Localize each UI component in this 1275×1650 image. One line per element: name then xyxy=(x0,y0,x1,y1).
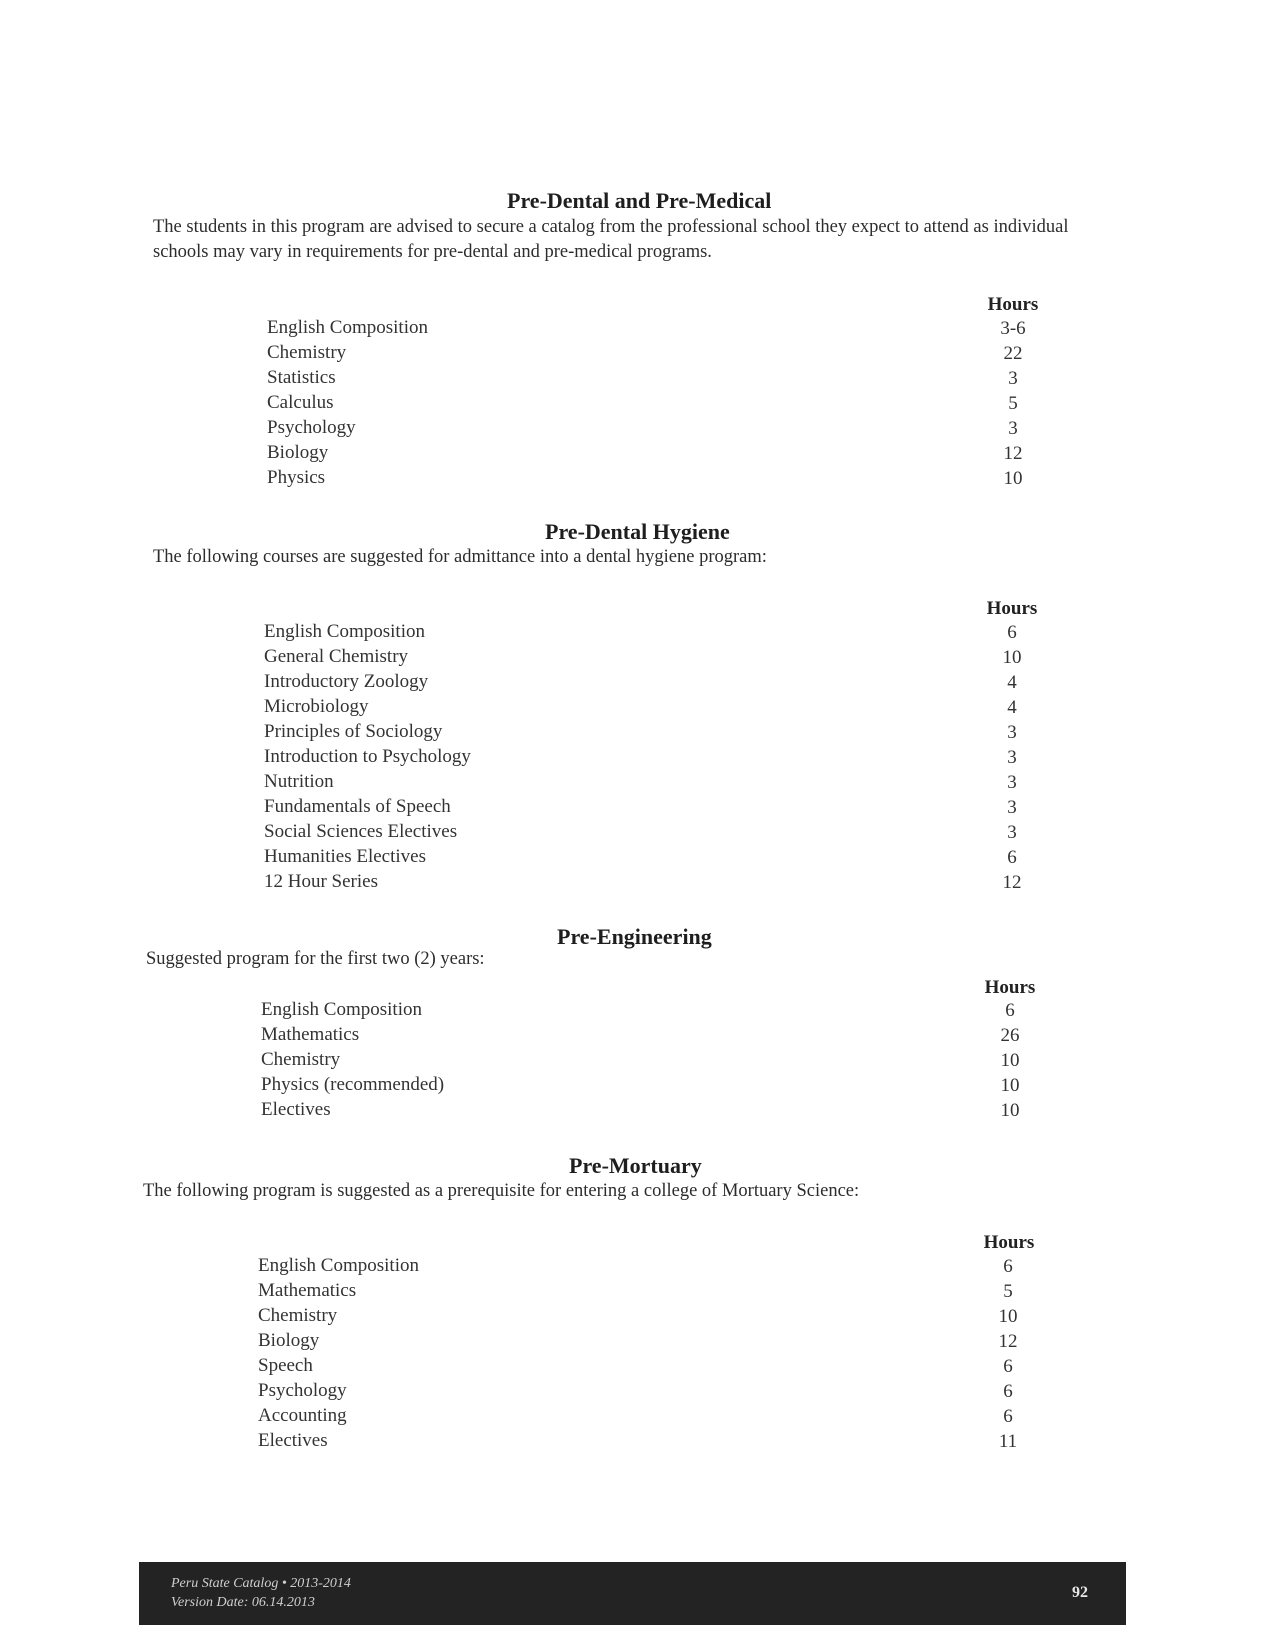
course-row xyxy=(264,619,1044,644)
course-list xyxy=(264,619,1044,894)
course-row xyxy=(267,465,1047,490)
course-row xyxy=(264,794,1044,819)
course-name: English Composition xyxy=(258,1255,419,1276)
section-intro: The following courses are suggested for admittance into a dental hygiene program: xyxy=(153,547,767,567)
section-title: Pre-Dental and Pre-Medical xyxy=(507,188,772,213)
course-row xyxy=(267,390,1047,415)
course-name: Humanities Electives xyxy=(264,846,426,867)
page-footer xyxy=(139,1562,1126,1625)
course-name: Calculus xyxy=(267,392,334,413)
course-name: Psychology xyxy=(267,417,356,438)
course-hours: 3 xyxy=(1007,772,1017,793)
course-hours: 11 xyxy=(998,1431,1018,1452)
course-row xyxy=(267,365,1047,390)
course-row xyxy=(264,769,1044,794)
course-list xyxy=(267,315,1047,490)
course-hours: 10 xyxy=(1002,647,1022,668)
page-number: 92 xyxy=(1072,1584,1088,1601)
course-hours: 6 xyxy=(1003,1406,1013,1427)
course-name: Physics xyxy=(267,467,326,488)
course-name: Chemistry xyxy=(261,1049,341,1070)
course-hours: 6 xyxy=(1003,1256,1013,1277)
course-row xyxy=(264,644,1044,669)
course-row xyxy=(267,340,1047,365)
course-name: Statistics xyxy=(267,367,336,388)
course-row xyxy=(267,415,1047,440)
course-hours: 12 xyxy=(1003,443,1023,464)
section-intro: The students in this program are advised to secure a catalog from the professional school they expect to attend as individual schools may vary in requirements for pre-dental and pre-medical programs. xyxy=(153,217,1069,262)
course-hours: 6 xyxy=(1007,622,1017,643)
course-hours: 3 xyxy=(1007,797,1017,818)
course-hours: 10 xyxy=(1000,1100,1020,1121)
course-row xyxy=(258,1378,1038,1403)
course-list xyxy=(258,1253,1038,1453)
course-name: Microbiology xyxy=(264,696,369,717)
section-title: Pre-Mortuary xyxy=(569,1153,702,1178)
course-row xyxy=(264,844,1044,869)
course-hours: 3 xyxy=(1008,368,1018,389)
course-name: Chemistry xyxy=(267,342,347,363)
course-hours: 22 xyxy=(1003,343,1023,364)
course-row xyxy=(258,1328,1038,1353)
course-hours: 3 xyxy=(1007,722,1017,743)
course-hours: 6 xyxy=(1005,1000,1015,1021)
course-row xyxy=(264,694,1044,719)
footer-version-date: Version Date: 06.14.2013 xyxy=(171,1595,315,1610)
course-name: Introduction to Psychology xyxy=(264,746,471,767)
hours-column-header: Hours xyxy=(983,1232,1035,1253)
section-intro: The following program is suggested as a prerequisite for entering a college of Mortuary Science: xyxy=(143,1181,860,1201)
course-name: Speech xyxy=(258,1355,313,1376)
course-row xyxy=(264,869,1044,894)
course-name: English Composition xyxy=(261,999,422,1020)
course-row xyxy=(258,1403,1038,1428)
course-hours: 3 xyxy=(1007,822,1017,843)
section-title: Pre-Dental Hygiene xyxy=(545,519,730,544)
hours-column-header: Hours xyxy=(984,977,1036,998)
course-row xyxy=(258,1278,1038,1303)
course-hours: 12 xyxy=(998,1331,1018,1352)
course-row xyxy=(261,1072,1041,1097)
course-row xyxy=(264,669,1044,694)
course-name: Accounting xyxy=(258,1405,347,1426)
course-hours: 10 xyxy=(998,1306,1018,1327)
course-row xyxy=(258,1303,1038,1328)
course-name: Mathematics xyxy=(261,1024,360,1045)
course-name: Electives xyxy=(258,1430,328,1451)
course-name: Nutrition xyxy=(264,771,334,792)
section-title: Pre-Engineering xyxy=(557,924,712,949)
course-name: General Chemistry xyxy=(264,646,409,667)
course-hours: 3-6 xyxy=(1000,318,1026,339)
hours-column-header: Hours xyxy=(986,598,1038,619)
course-name: Biology xyxy=(267,442,329,463)
course-name: Principles of Sociology xyxy=(264,721,443,742)
hours-column-header: Hours xyxy=(987,294,1039,315)
course-name: Fundamentals of Speech xyxy=(264,796,451,817)
course-hours: 6 xyxy=(1003,1356,1013,1377)
course-hours: 3 xyxy=(1007,747,1017,768)
course-row xyxy=(261,997,1041,1022)
course-row xyxy=(258,1428,1038,1453)
course-hours: 4 xyxy=(1007,672,1017,693)
section-intro: Suggested program for the first two (2) years: xyxy=(146,949,485,969)
course-hours: 4 xyxy=(1007,697,1017,718)
course-hours: 10 xyxy=(1003,468,1023,489)
course-name: English Composition xyxy=(264,621,425,642)
course-name: 12 Hour Series xyxy=(264,871,378,892)
course-row xyxy=(258,1353,1038,1378)
course-name: English Composition xyxy=(267,317,428,338)
course-row xyxy=(267,315,1047,340)
course-hours: 6 xyxy=(1003,1381,1013,1402)
course-hours: 6 xyxy=(1007,847,1017,868)
course-hours: 5 xyxy=(1003,1281,1013,1302)
course-row xyxy=(264,719,1044,744)
course-name: Biology xyxy=(258,1330,320,1351)
course-hours: 10 xyxy=(1000,1075,1020,1096)
course-row xyxy=(264,819,1044,844)
course-name: Electives xyxy=(261,1099,331,1120)
course-row xyxy=(261,1022,1041,1047)
course-row xyxy=(267,440,1047,465)
course-name: Mathematics xyxy=(258,1280,357,1301)
course-row xyxy=(261,1047,1041,1072)
footer-catalog-title: Peru State Catalog • 2013-2014 xyxy=(171,1576,351,1591)
course-hours: 5 xyxy=(1008,393,1018,414)
course-name: Chemistry xyxy=(258,1305,338,1326)
course-hours: 10 xyxy=(1000,1050,1020,1071)
course-name: Social Sciences Electives xyxy=(264,821,458,842)
course-name: Physics (recommended) xyxy=(261,1074,445,1095)
course-name: Introductory Zoology xyxy=(264,671,429,692)
course-row xyxy=(264,744,1044,769)
course-row xyxy=(258,1253,1038,1278)
course-list xyxy=(261,997,1041,1122)
course-hours: 26 xyxy=(1000,1025,1020,1046)
course-row xyxy=(261,1097,1041,1122)
course-name: Psychology xyxy=(258,1380,347,1401)
course-hours: 3 xyxy=(1008,418,1018,439)
course-hours: 12 xyxy=(1002,872,1022,893)
